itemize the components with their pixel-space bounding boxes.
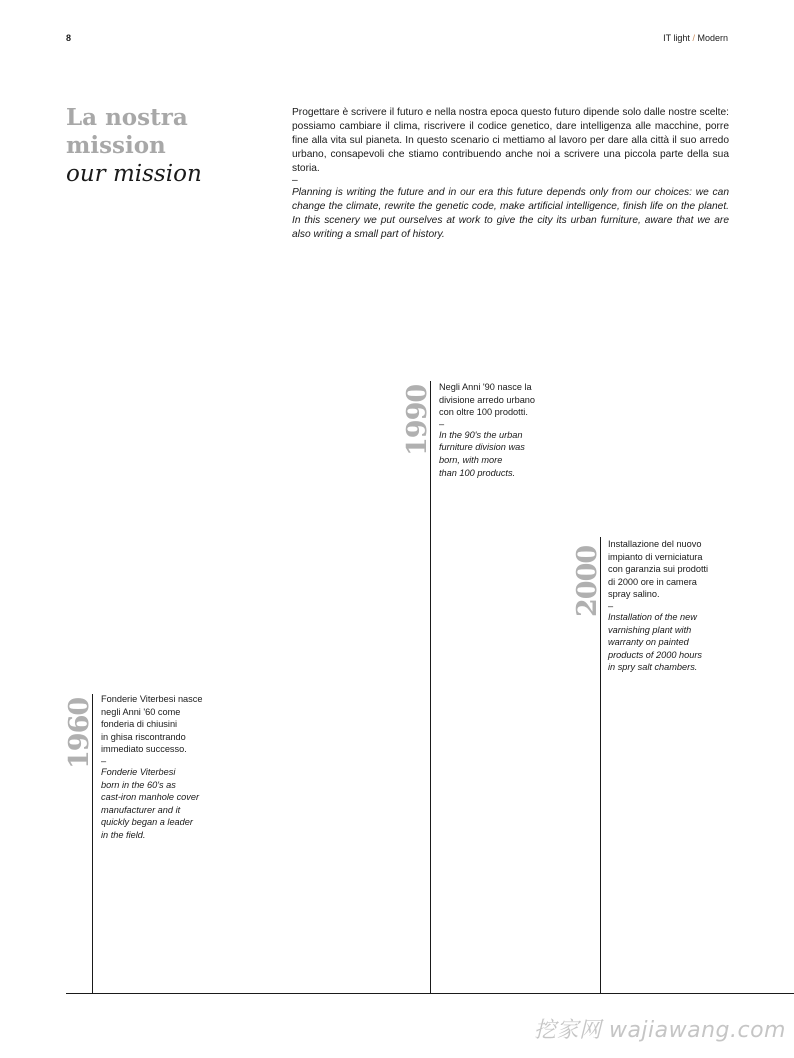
entry-en-line: born in the 60's as: [101, 779, 176, 790]
entry-en-line: In the 90's the urban: [439, 429, 523, 440]
header-separator: /: [692, 33, 695, 43]
intro-text: [292, 106, 729, 242]
entry-it-line: di 2000 ore in camera: [608, 576, 697, 587]
entry-en-line: furniture division was: [439, 442, 525, 453]
entry-en-line: Fonderie Viterbesi: [101, 766, 176, 777]
entry-it-line: negli Anni '60 come: [101, 706, 181, 717]
entry-en-line: in the field.: [101, 829, 146, 840]
entry-it-line: in ghisa riscontrando: [101, 731, 186, 742]
entry-en-line: Installation of the new: [608, 611, 697, 622]
year-label-2000: 2000: [572, 545, 603, 617]
entry-en-line: than 100 products.: [439, 467, 516, 478]
timeline-entry-1990: [439, 381, 589, 479]
entry-it-line: immediato successo.: [101, 744, 187, 755]
entry-it-line: Negli Anni '90 nasce la: [439, 382, 532, 392]
timeline-entry-2000: [608, 538, 758, 674]
running-header: [663, 33, 728, 43]
entry-dash: –: [608, 600, 614, 611]
entry-it-line: spray salino.: [608, 589, 660, 600]
entry-it-line: fonderia di chiusini: [101, 719, 178, 730]
page-number: 8: [66, 33, 72, 43]
header-section: IT light: [663, 33, 690, 43]
entry-en-line: warranty on painted: [608, 637, 689, 648]
entry-it-line: impianto di verniciatura: [608, 551, 703, 562]
title-line-2: mission: [66, 132, 166, 159]
intro-dash: –: [292, 175, 298, 186]
entry-en-line: manufacturer and it: [101, 804, 181, 815]
entry-dash: –: [101, 755, 107, 766]
intro-english: Planning is writing the future and in our era this future depends only from our choices: we can change the climate, rewrite the genetic code, make artificial intelligence, finish life on the planet. In this scenery we put ourselves at work to give the city its urban furniture, aware that we are also writing a small part of history.: [292, 187, 729, 240]
entry-en-line: products of 2000 hours: [608, 649, 702, 660]
intro-italian: Progettare è scrivere il futuro e nella nostra epoca questo futuro dipende solo dalle nostre scelte: possiamo cambiare il clima, riscrivere il codice genetico, dare intelligenza alle macchine, porre fine alla vita sul pianeta. In questo scenario ci mettiamo al lavoro per dare alla città il suo arredo urbano, consapevoli che stiamo contribuendo anche noi a scrivere una piccola parte della sua storia.: [292, 107, 729, 174]
entry-it-line: Installazione del nuovo: [608, 539, 702, 549]
header-subsection: Modern: [697, 33, 728, 43]
year-label-1990: 1990: [402, 384, 433, 456]
entry-it-line: con garanzia sui prodotti: [608, 564, 709, 575]
timeline-line-1990: [430, 381, 431, 994]
entry-en-line: quickly began a leader: [101, 817, 193, 828]
title-line-1: La nostra: [66, 104, 188, 131]
year-label-1960: 1960: [64, 697, 95, 769]
watermark: 挖家网 wajiawang.com: [533, 1018, 786, 1043]
entry-en-line: cast-iron manhole cover: [101, 792, 200, 803]
entry-en-line: born, with more: [439, 454, 503, 465]
timeline-baseline: [66, 993, 794, 994]
entry-dash: –: [439, 418, 445, 429]
entry-it-line: Fonderie Viterbesi nasce: [101, 694, 203, 704]
entry-it-line: con oltre 100 prodotti.: [439, 407, 528, 418]
timeline-entry-1960: [101, 693, 251, 842]
entry-it-line: divisione arredo urbano: [439, 394, 536, 405]
title-line-3: our mission: [66, 161, 202, 187]
entry-en-line: varnishing plant with: [608, 624, 692, 635]
entry-en-line: in spry salt chambers.: [608, 662, 698, 673]
page-title: [66, 104, 202, 188]
